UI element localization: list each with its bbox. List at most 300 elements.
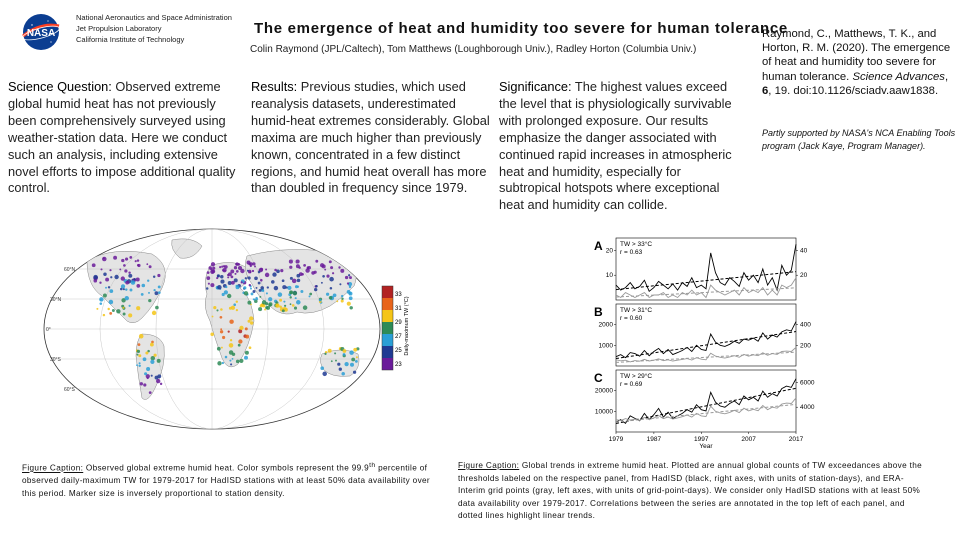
- station-marker: [353, 348, 357, 352]
- station-marker: [250, 321, 253, 324]
- station-marker: [341, 299, 344, 302]
- station-marker: [355, 360, 358, 363]
- station-marker: [259, 296, 261, 298]
- station-marker: [289, 260, 293, 264]
- station-marker: [235, 262, 239, 266]
- station-marker: [295, 285, 298, 288]
- station-marker: [222, 269, 224, 271]
- trend-figure-caption: [458, 460, 924, 523]
- station-marker: [271, 280, 275, 284]
- colorbar-tick: 33: [395, 292, 402, 298]
- station-marker: [289, 266, 292, 269]
- station-marker: [128, 313, 132, 317]
- station-marker: [344, 362, 348, 366]
- station-marker: [264, 308, 266, 310]
- station-marker: [141, 293, 144, 296]
- station-marker: [343, 353, 346, 356]
- authors-line: Colin Raymond (JPL/Caltech), Tom Matthews (Loughborough Univ.), Radley Horton (Columbia Univ.): [250, 44, 697, 55]
- station-marker: [151, 356, 155, 360]
- right-tick-label: 6000: [800, 379, 815, 387]
- station-marker: [232, 358, 234, 360]
- station-marker: [124, 269, 127, 272]
- station-marker: [293, 291, 297, 295]
- right-tick-label: 4000: [800, 404, 815, 412]
- station-marker: [283, 301, 285, 303]
- station-marker: [250, 288, 252, 290]
- station-marker: [269, 302, 273, 306]
- station-marker: [145, 351, 148, 354]
- station-marker: [349, 306, 352, 309]
- station-marker: [224, 265, 228, 269]
- station-marker: [231, 281, 235, 285]
- station-marker: [251, 292, 254, 295]
- station-marker: [245, 351, 249, 355]
- station-marker: [96, 308, 98, 310]
- station-marker: [109, 300, 114, 305]
- station-marker: [136, 306, 140, 310]
- station-marker: [300, 290, 303, 293]
- station-marker: [236, 301, 238, 303]
- station-marker: [108, 286, 110, 288]
- reference-volume: 6: [762, 84, 769, 97]
- station-marker: [350, 363, 354, 367]
- station-marker: [260, 286, 264, 290]
- station-marker: [229, 343, 234, 348]
- station-marker: [220, 328, 222, 330]
- station-marker: [238, 266, 242, 270]
- x-tick-label: 1979: [608, 436, 624, 443]
- station-marker: [238, 344, 241, 347]
- lat-label-30n: 30°N: [50, 297, 62, 303]
- station-marker: [341, 295, 343, 297]
- lat-label-30s: 30°S: [50, 357, 61, 363]
- reference-doi[interactable]: doi:10.1126/sciadv.aaw1838.: [793, 84, 939, 97]
- colorbar-segment: [382, 310, 393, 322]
- colorbar-tick: 25: [395, 348, 402, 354]
- colorbar-segment: [382, 346, 393, 358]
- station-marker: [122, 307, 124, 309]
- trend-panel-a: [594, 238, 808, 300]
- lat-label-60n: 60°N: [64, 267, 76, 273]
- station-marker: [244, 291, 248, 295]
- station-marker: [228, 272, 232, 276]
- station-marker: [243, 286, 246, 289]
- station-marker: [221, 347, 223, 349]
- station-marker: [256, 287, 258, 289]
- station-marker: [259, 289, 262, 292]
- organization-lines: [76, 12, 232, 45]
- station-marker: [210, 283, 214, 287]
- trend-caption-text: Global trends in extreme humid heat. Plotted are annual global counts of TW exceedances above the thresholds labeled on the respective panel, from HadISD (black, right axes, with units of station-days), and ERA-Interim grid points (gray, left axes, with units of grid-point-days). We consider only HadISD stations with at least 50% data availability over 1979-2017. Correlations between the series are annotated in the top left of each panel, and dotted lines highlight linear trends.: [458, 461, 923, 520]
- station-marker: [224, 270, 226, 272]
- station-marker: [151, 375, 153, 377]
- station-marker: [247, 276, 250, 279]
- trend-caption-label: Figure Caption:: [458, 461, 520, 470]
- station-marker: [252, 262, 255, 265]
- station-marker: [303, 305, 308, 310]
- station-marker: [343, 349, 347, 353]
- funding-note: Partly supported by NASA's NCA Enabling Tools program (Jack Kaye, Program Manager).: [762, 128, 956, 151]
- station-marker: [340, 269, 344, 273]
- station-marker: [109, 312, 112, 315]
- station-marker: [314, 288, 317, 291]
- map-caption-text-2: percentile of observed daily-maximum TW for 1979-2017 for HadISD stations with at least 50% data availability over this period. Marker size is inversely proportional to station density.: [22, 463, 431, 498]
- station-marker: [334, 352, 336, 354]
- station-marker: [324, 269, 326, 271]
- station-marker: [236, 270, 239, 273]
- station-marker: [353, 371, 356, 374]
- station-marker: [217, 275, 219, 277]
- station-marker: [289, 296, 291, 298]
- station-marker: [332, 272, 334, 274]
- station-marker: [295, 297, 297, 299]
- colorbar-tick: 29: [395, 320, 402, 326]
- station-marker: [212, 267, 215, 270]
- station-marker: [294, 307, 297, 310]
- station-marker: [160, 383, 162, 385]
- station-marker: [129, 256, 132, 259]
- station-marker: [249, 346, 252, 349]
- station-marker: [272, 272, 276, 276]
- station-marker: [296, 259, 300, 263]
- station-marker: [136, 278, 140, 282]
- station-marker: [148, 299, 151, 302]
- org-line-nasa: National Aeronautics and Space Administration: [76, 13, 232, 22]
- station-marker: [309, 295, 311, 297]
- station-marker: [276, 304, 279, 307]
- station-marker: [315, 285, 317, 287]
- station-marker: [220, 316, 223, 319]
- station-marker: [249, 284, 251, 286]
- station-marker: [229, 319, 233, 323]
- station-marker: [157, 274, 160, 277]
- reference-pages: , 19.: [768, 84, 791, 97]
- station-marker: [139, 362, 141, 364]
- station-marker: [220, 275, 223, 278]
- left-tick-label: 2000: [598, 321, 613, 329]
- station-marker: [296, 274, 300, 278]
- station-marker: [130, 289, 133, 292]
- station-marker: [225, 286, 227, 288]
- station-marker: [236, 360, 240, 364]
- station-marker: [109, 269, 111, 271]
- station-marker: [236, 309, 238, 311]
- colorbar-tick: 27: [395, 334, 402, 340]
- station-marker: [217, 361, 221, 365]
- results-text: Previous studies, which used reanalysis datasets, underestimated humid-heat extremes considerably. Global maxima are much higher than previously known, concentrated in a few distinct regions, and humid heat overall has more than doubled in frequency since 1979.: [251, 79, 490, 196]
- station-marker: [267, 286, 269, 288]
- station-marker: [315, 260, 318, 263]
- panel-annotation: TW > 33°C: [620, 241, 653, 248]
- station-marker: [230, 363, 232, 365]
- station-marker: [138, 365, 140, 367]
- station-marker: [258, 282, 261, 285]
- station-marker: [213, 306, 216, 309]
- station-marker: [143, 357, 147, 361]
- station-marker: [346, 264, 350, 268]
- station-marker: [349, 286, 351, 288]
- station-marker: [206, 276, 210, 280]
- station-marker: [258, 307, 262, 311]
- station-marker: [222, 336, 225, 339]
- station-marker: [103, 257, 105, 259]
- station-marker: [148, 292, 150, 294]
- station-marker: [344, 260, 347, 263]
- station-marker: [155, 291, 159, 295]
- station-marker: [99, 297, 104, 302]
- left-tick-label: 20: [605, 247, 613, 255]
- station-marker: [236, 285, 240, 289]
- station-marker: [254, 266, 256, 268]
- x-tick-label: 2007: [741, 436, 756, 443]
- station-marker: [137, 259, 139, 261]
- world-map-figure: [42, 226, 410, 432]
- station-marker: [138, 354, 141, 357]
- station-marker: [155, 306, 159, 310]
- station-marker: [292, 304, 295, 307]
- station-marker: [265, 269, 267, 271]
- panel-letter: A: [594, 239, 603, 253]
- station-marker: [105, 278, 109, 282]
- lat-label-60s: 60°S: [64, 387, 75, 393]
- station-marker: [211, 270, 215, 274]
- trend-panel-b: [594, 304, 811, 366]
- panel-annotation: TW > 29°C: [620, 373, 653, 380]
- station-marker: [233, 303, 236, 306]
- station-marker: [303, 264, 306, 267]
- station-marker: [329, 260, 332, 263]
- station-marker: [149, 265, 152, 268]
- panel-letter: B: [594, 305, 603, 319]
- station-marker: [123, 313, 126, 316]
- station-marker: [110, 276, 112, 278]
- station-marker: [125, 296, 129, 300]
- map-caption-text: Observed global extreme humid heat. Color symbols represent the 99.9: [83, 463, 370, 473]
- station-marker: [247, 301, 251, 305]
- station-marker: [262, 300, 266, 304]
- panel-letter: C: [594, 371, 603, 385]
- station-marker: [258, 271, 261, 274]
- station-marker: [137, 264, 139, 266]
- station-marker: [147, 280, 149, 282]
- station-marker: [100, 268, 102, 270]
- station-marker: [331, 360, 333, 362]
- panel-annotation: r = 0.60: [620, 315, 643, 322]
- station-marker: [265, 273, 269, 277]
- station-marker: [284, 305, 286, 307]
- station-marker: [227, 294, 231, 298]
- station-marker: [253, 298, 255, 300]
- station-marker: [220, 280, 224, 284]
- station-marker: [349, 276, 352, 279]
- station-marker: [280, 269, 283, 272]
- station-marker: [329, 296, 333, 300]
- station-marker: [341, 372, 345, 376]
- lat-label-equator: 0°: [46, 327, 51, 333]
- results-heading: Results:: [251, 79, 298, 94]
- station-marker: [125, 258, 128, 261]
- x-tick-label: 2017: [788, 436, 804, 443]
- x-tick-label: 1987: [646, 436, 662, 443]
- station-marker: [136, 364, 138, 366]
- station-marker: [208, 283, 210, 285]
- station-marker: [217, 285, 222, 290]
- colorbar-tick: 31: [395, 306, 402, 312]
- station-marker: [114, 275, 118, 279]
- colorbar-ticks: [395, 292, 402, 368]
- station-marker: [144, 372, 147, 375]
- station-marker: [268, 297, 272, 301]
- station-marker: [321, 282, 323, 284]
- station-marker: [249, 271, 251, 273]
- station-marker: [216, 309, 218, 311]
- station-marker: [345, 276, 348, 279]
- station-marker: [320, 263, 324, 267]
- station-marker: [227, 276, 229, 278]
- station-marker: [150, 343, 154, 347]
- station-marker: [129, 305, 131, 307]
- station-marker: [220, 330, 223, 333]
- station-marker: [244, 356, 248, 360]
- station-marker: [123, 288, 125, 290]
- panel-annotation: r = 0.69: [620, 381, 643, 388]
- station-marker: [149, 391, 152, 394]
- station-marker: [254, 276, 258, 280]
- station-marker: [252, 270, 254, 272]
- colorbar: [382, 286, 393, 370]
- station-marker: [207, 271, 210, 274]
- station-marker: [314, 271, 317, 274]
- station-marker: [128, 274, 132, 278]
- station-marker: [245, 327, 248, 330]
- station-marker: [282, 279, 285, 282]
- map-figure-caption: [22, 460, 442, 500]
- station-marker: [157, 359, 161, 363]
- left-tick-label: 20000: [594, 387, 613, 395]
- station-marker: [211, 262, 215, 266]
- station-marker: [262, 304, 266, 308]
- station-marker: [146, 367, 150, 371]
- station-marker: [250, 265, 252, 267]
- station-marker: [241, 281, 243, 283]
- station-marker: [230, 339, 232, 341]
- station-marker: [247, 261, 251, 265]
- station-marker: [143, 383, 146, 386]
- station-marker: [103, 294, 107, 298]
- station-marker: [290, 303, 292, 305]
- station-marker: [238, 339, 242, 343]
- x-tick-label: 1997: [694, 436, 709, 443]
- significance-heading: Significance:: [499, 79, 572, 94]
- station-marker: [256, 298, 258, 300]
- x-axis-label: Year: [699, 443, 713, 450]
- station-marker: [210, 333, 214, 337]
- station-marker: [262, 290, 264, 292]
- station-marker: [119, 268, 121, 270]
- station-marker: [93, 275, 98, 280]
- station-marker: [229, 307, 232, 310]
- reference-block: Raymond, C., Matthews, T. K., and Horton, R. M. (2020). The emergence of heat and humidity too severe for human tolerance. Science Advances, 6, 19. doi:10.1126/sciadv.aaw1838.: [762, 28, 951, 97]
- station-marker: [103, 272, 106, 275]
- station-marker: [137, 350, 140, 353]
- results-block: [251, 79, 496, 197]
- station-marker: [146, 263, 148, 265]
- station-marker: [113, 256, 117, 260]
- station-marker: [333, 293, 337, 297]
- station-marker: [282, 309, 285, 312]
- station-marker: [296, 264, 300, 268]
- station-marker: [121, 259, 124, 262]
- station-marker: [347, 282, 349, 284]
- station-marker: [154, 354, 157, 357]
- colorbar-segment: [382, 358, 393, 370]
- station-marker: [109, 289, 113, 293]
- station-marker: [152, 311, 156, 315]
- station-marker: [260, 268, 263, 271]
- station-marker: [121, 276, 125, 280]
- trend-panel-c: [594, 370, 815, 432]
- colorbar-segment: [382, 286, 393, 298]
- station-marker: [116, 309, 120, 313]
- station-marker: [153, 289, 155, 291]
- significance-text: The highest values exceed the level that is physiologically survivable with prolonged exposure. Our results emphasize the danger associated with continued rapid increases in atmospheric heat and humidity, especially for subtropical hotspots where exceptional heat and humidity can collide.: [499, 79, 732, 213]
- map-caption-sup: th: [369, 462, 376, 469]
- station-marker: [234, 266, 237, 269]
- station-marker: [220, 308, 223, 311]
- page-title: The emergence of heat and humidity too severe for human tolerance: [254, 20, 788, 37]
- station-marker: [155, 376, 159, 380]
- science-question-heading: Science Question:: [8, 79, 112, 94]
- map-caption-label: Figure Caption:: [22, 463, 84, 473]
- station-marker: [125, 288, 127, 290]
- station-marker: [112, 309, 115, 312]
- station-marker: [356, 356, 358, 358]
- station-marker: [249, 316, 253, 320]
- station-marker: [296, 300, 301, 305]
- station-marker: [138, 343, 141, 346]
- station-marker: [137, 354, 139, 356]
- station-marker: [349, 350, 354, 355]
- station-marker: [329, 277, 334, 282]
- station-marker: [128, 271, 130, 273]
- station-marker: [339, 283, 341, 285]
- science-question-text: Observed extreme global humid heat has not previously been comprehensively surveyed using weather-station data. Here we conduct such an analysis, including extensive novel efforts to impose additional quality control.: [8, 79, 236, 196]
- station-marker: [150, 360, 154, 364]
- station-marker: [219, 266, 221, 268]
- station-marker: [100, 302, 103, 305]
- station-marker: [239, 326, 243, 330]
- station-marker: [339, 368, 342, 371]
- station-marker: [140, 382, 143, 385]
- station-marker: [147, 377, 149, 379]
- station-marker: [136, 284, 140, 288]
- station-marker: [107, 308, 109, 310]
- station-marker: [341, 297, 343, 299]
- org-line-caltech: California Institute of Technology: [76, 35, 185, 44]
- station-marker: [348, 274, 350, 276]
- station-marker: [225, 356, 228, 359]
- colorbar-segment: [382, 298, 393, 310]
- station-marker: [221, 265, 223, 267]
- station-marker: [289, 291, 292, 294]
- colorbar-segment: [382, 334, 393, 346]
- station-marker: [120, 288, 123, 291]
- panel-annotation: r = 0.63: [620, 249, 643, 256]
- station-marker: [123, 264, 126, 267]
- reference-authors: Raymond, C., Matthews, T. K., and Horton, R. M. (2020). The emergence of heat and humidity too severe for human tolerance.: [762, 28, 951, 83]
- station-marker: [279, 299, 282, 302]
- station-marker: [228, 330, 230, 332]
